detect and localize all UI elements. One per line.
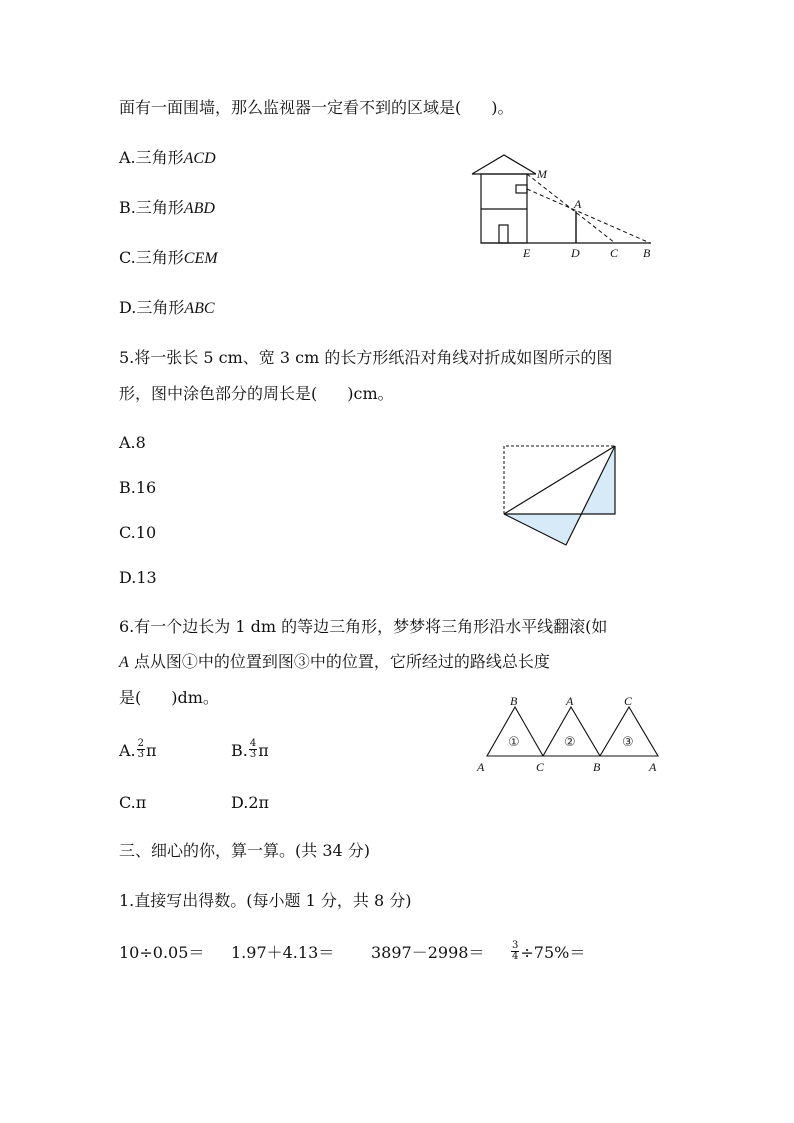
label-bottom-c: C — [536, 760, 545, 774]
q5-figure — [500, 444, 620, 549]
calc-item-3: 3897－2998＝ — [371, 943, 485, 962]
q6-option-b: B. $\frac{4}{3}$ π — [231, 738, 269, 760]
q5-option-b: B.16 — [119, 478, 157, 497]
q4-option-b: B.三角形ABD — [119, 198, 215, 217]
fraction-four-thirds: $\frac{4}{3}$ — [249, 738, 257, 760]
label-top-c: C — [624, 694, 633, 708]
q5-option-c: C.10 — [119, 523, 157, 542]
label-top-a: A — [566, 694, 574, 708]
calc-item-1: 10÷0.05＝ — [119, 943, 205, 962]
q6-stem-line2: A 点从图①中的位置到图③中的位置，它所经过的路线总长度 — [119, 652, 550, 671]
q6-figure — [474, 694, 674, 779]
q5-option-d: D.13 — [119, 568, 157, 587]
q5-stem-line2: 形，图中涂色部分的周长是( )cm。 — [119, 384, 394, 403]
q6-stem-line1: 6.有一个边长为 1 dm 的等边三角形，梦梦将三角形沿水平线翻滚(如 — [119, 617, 608, 636]
fraction-three-quarters: $\frac{3}{4}$ — [512, 940, 519, 962]
q5-option-a: A.8 — [119, 433, 146, 452]
q6-option-d: D.2π — [231, 793, 270, 812]
q6-option-c: C.π — [119, 793, 147, 812]
calc-item-2: 1.97＋4.13＝ — [231, 943, 335, 962]
label-d: D — [571, 246, 580, 260]
monitor-box — [516, 185, 527, 193]
q4-option-a: A.三角形ACD — [119, 148, 216, 167]
label-a: A — [574, 197, 582, 211]
label-b: B — [643, 246, 651, 260]
house-roof — [472, 155, 536, 174]
section3-q1-title: 1.直接写出得数。(每小题 1 分，共 8 分) — [119, 891, 412, 910]
calc-item-4: $\frac{3}{4}$ ÷75%＝ — [512, 940, 586, 962]
label-bottom-b: B — [593, 760, 601, 774]
circle-label-1: ① — [508, 735, 520, 750]
label-bottom-a1: A — [477, 760, 485, 774]
q4-figure — [468, 152, 668, 262]
label-m: M — [537, 167, 547, 181]
shaded-region-bottom — [504, 514, 582, 545]
section3-heading: 三、细心的你，算一算。(共 34 分) — [119, 841, 371, 860]
sight-line-b — [527, 189, 650, 243]
house-door — [499, 225, 508, 243]
q4-option-d: D.三角形ABC — [119, 298, 215, 317]
q4-option-c: C.三角形CEM — [119, 248, 218, 267]
house — [472, 155, 536, 243]
q4-stem: 面有一面围墙，那么监视器一定看不到的区域是( )。 — [119, 98, 514, 117]
circle-label-2: ② — [564, 735, 576, 750]
q5-stem-line1: 5.将一张长 5 cm、宽 3 cm 的长方形纸沿对角线对折成如图所示的图 — [119, 348, 613, 367]
q6-option-a: A. $\frac{2}{3}$ π — [119, 738, 157, 760]
sight-line-mc — [527, 174, 615, 243]
label-bottom-a2: A — [649, 760, 657, 774]
label-c: C — [610, 246, 619, 260]
q6-stem-line3: 是( )dm。 — [119, 688, 219, 707]
fraction-two-thirds: $\frac{2}{3}$ — [137, 738, 145, 760]
label-e: E — [523, 246, 531, 260]
circle-label-3: ③ — [622, 735, 634, 750]
label-top-b: B — [510, 694, 518, 708]
